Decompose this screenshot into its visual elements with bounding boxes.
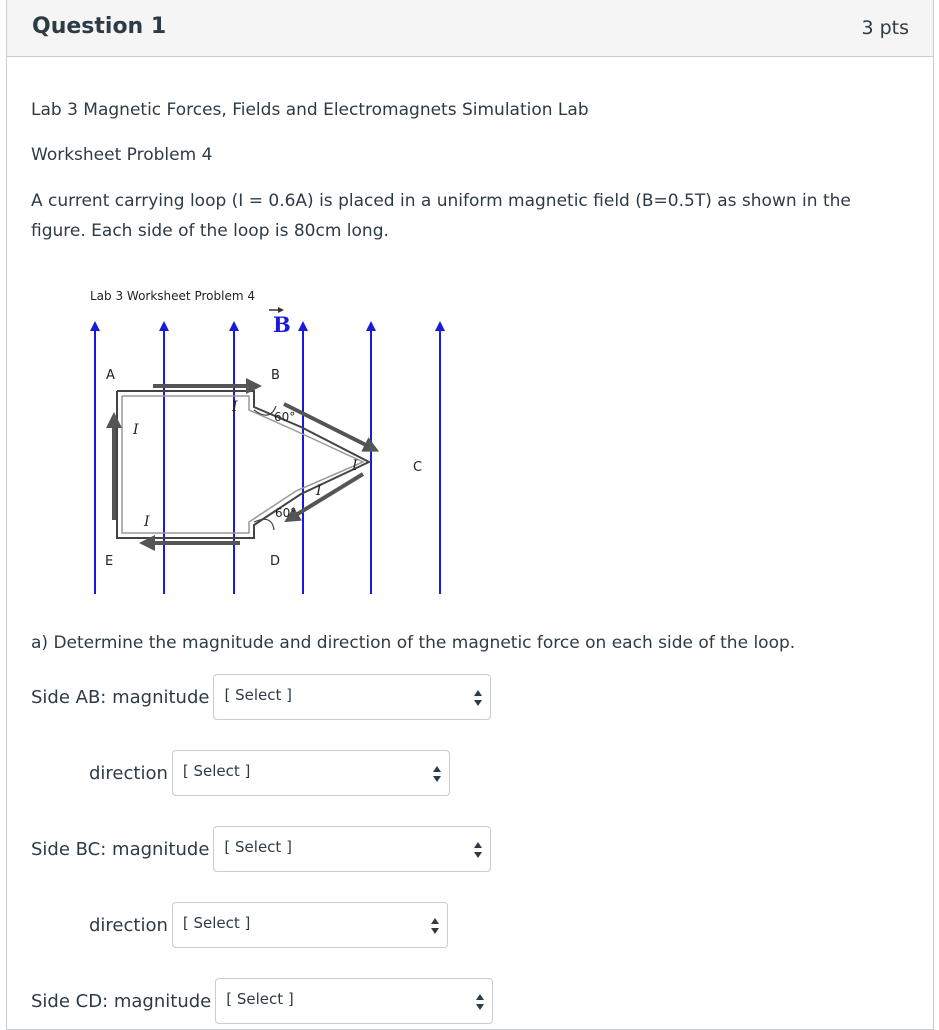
part-a-prompt: a) Determine the magnitude and direction of the magnetic force on each side of the loop. — [31, 633, 796, 653]
vertex-e-label: E — [105, 554, 114, 569]
answer-row-ab-direction — [89, 750, 450, 796]
select-arrows-icon — [473, 841, 483, 859]
lab-title: Lab 3 Magnetic Forces, Fields and Electromagnets Simulation Lab — [31, 100, 589, 120]
answer-row-ab-magnitude — [31, 674, 491, 720]
answer-label: Side AB: magnitude — [31, 686, 210, 708]
answer-row-bc-magnitude — [31, 826, 491, 872]
answer-label: direction — [89, 762, 168, 784]
select-value: [ Select ] — [224, 686, 292, 704]
ab-magnitude-select[interactable] — [213, 674, 491, 720]
vertex-b-label: B — [271, 368, 280, 383]
field-label: B — [273, 312, 291, 337]
angle-bottom-label: 60° — [275, 506, 297, 520]
figure-caption: Lab 3 Worksheet Problem 4 — [90, 289, 255, 303]
field-lines — [90, 321, 445, 594]
select-arrows-icon — [475, 993, 485, 1011]
problem-text-line1: A current carrying loop (I = 0.6A) is placed in a uniform magnetic field (B=0.5T) as shown in the — [31, 191, 851, 211]
angle-top-label: 60° — [274, 410, 296, 424]
current-label: I — [232, 399, 238, 415]
select-value: [ Select ] — [182, 762, 251, 780]
answer-label: Side BC: magnitude — [31, 838, 210, 860]
answer-label: Side CD: magnitude — [31, 990, 212, 1012]
vertex-c-label: C — [413, 460, 423, 475]
problem-figure — [80, 282, 460, 600]
field-arrow-icon — [90, 321, 100, 331]
answer-row-bc-direction — [89, 902, 448, 948]
field-arrow-icon — [435, 321, 445, 331]
question-points: 3 pts — [861, 17, 909, 39]
field-arrow-icon — [159, 321, 169, 331]
current-label: I — [316, 483, 322, 499]
problem-text-line2: figure. Each side of the loop is 80cm long. — [31, 221, 389, 241]
ab-direction-select[interactable] — [172, 750, 450, 796]
select-value: [ Select ] — [226, 990, 294, 1008]
question-header — [7, 0, 933, 57]
select-arrows-icon — [432, 765, 442, 783]
field-arrow-icon — [229, 321, 239, 331]
current-label: I — [352, 458, 358, 474]
cd-magnitude-select[interactable] — [215, 978, 493, 1024]
select-arrows-icon — [473, 689, 483, 707]
select-arrows-icon — [430, 917, 440, 935]
vertex-d-label: D — [270, 554, 281, 569]
current-loop — [114, 386, 372, 543]
bc-magnitude-select[interactable] — [213, 826, 491, 872]
field-arrow-icon — [366, 321, 376, 331]
current-label: I — [144, 514, 150, 530]
answer-label: direction — [89, 914, 168, 936]
question-title: Question 1 — [32, 14, 167, 39]
field-arrow-icon — [298, 321, 308, 331]
vertex-a-label: A — [106, 368, 115, 383]
current-label: I — [133, 422, 139, 438]
answer-row-cd-magnitude — [31, 978, 493, 1024]
select-value: [ Select ] — [224, 838, 292, 856]
select-value: [ Select ] — [182, 914, 251, 932]
bc-direction-select[interactable] — [172, 902, 448, 948]
worksheet-problem: Worksheet Problem 4 — [31, 145, 213, 165]
